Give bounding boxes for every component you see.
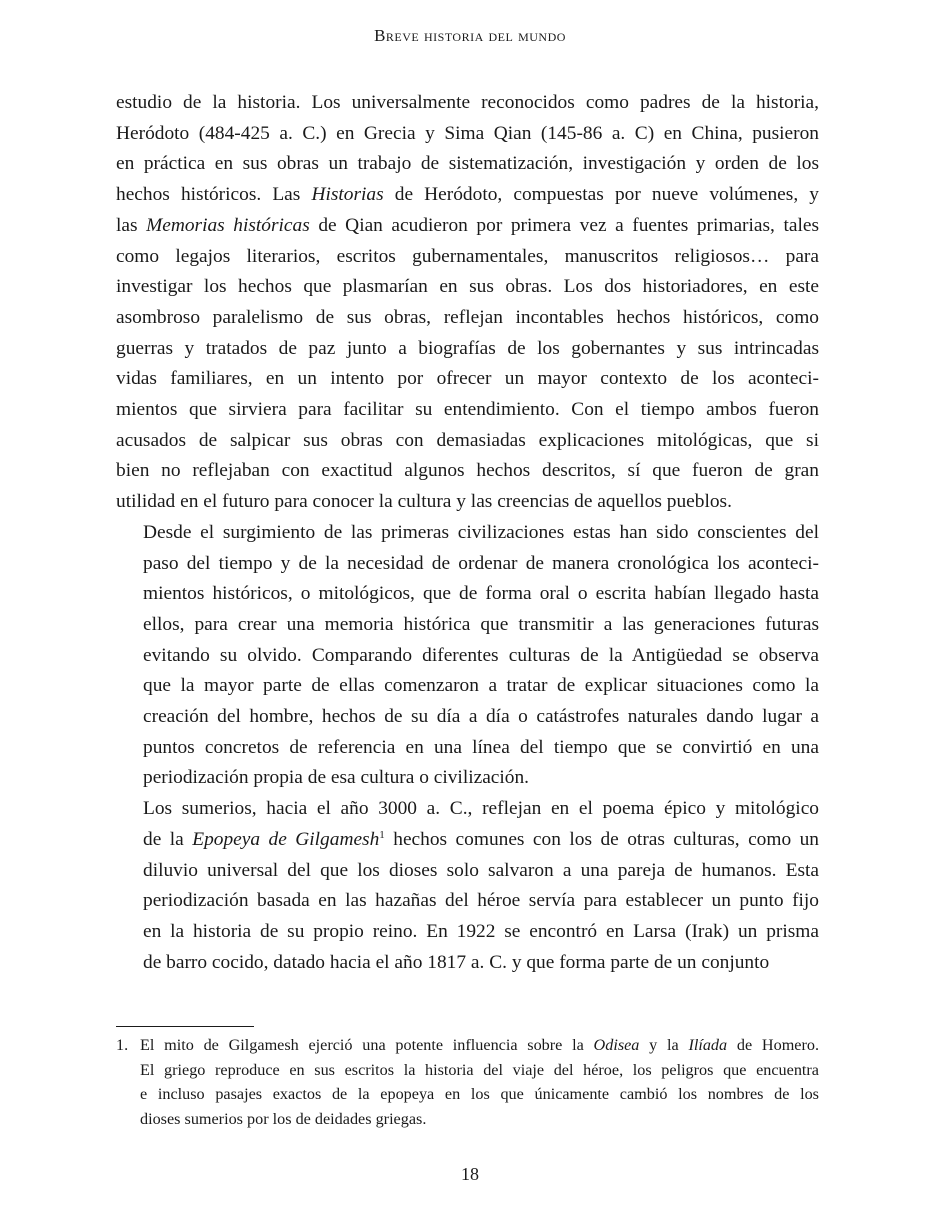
text-run: periodización propia de esa cultura o civilización. — [143, 767, 530, 789]
footnote-line — [140, 1107, 819, 1132]
paragraph — [116, 794, 819, 978]
text-line — [116, 518, 819, 549]
text-line — [116, 641, 819, 672]
text-run: evitando su olvido. Comparando diferentes culturas de la Antigüedad se observa — [143, 644, 819, 666]
text-run: que la mayor parte de ellas comenzaron a tratar de explicar situaciones como la — [143, 675, 819, 697]
text-line — [116, 702, 819, 733]
paragraph — [116, 88, 819, 518]
text-line — [116, 426, 819, 457]
text-line — [116, 487, 819, 518]
text-line — [116, 272, 819, 303]
footnote-line — [140, 1058, 819, 1083]
text-line — [116, 886, 819, 917]
text-line — [116, 456, 819, 487]
text-run: hechos comunes con los de otras culturas, como un — [384, 828, 819, 850]
text-run: las — [116, 214, 147, 236]
text-line — [116, 119, 819, 150]
text-run: guerras y tratados de paz junto a biografías de los gobernantes y sus intrincadas — [116, 337, 819, 359]
text-line — [116, 364, 819, 395]
text-run: mientos que sirviera para facilitar su entendimiento. Con el tiempo ambos fueron — [116, 399, 819, 421]
text-run: como legajos literarios, escritos gubernamentales, manuscritos religiosos… para — [116, 245, 819, 267]
text-line — [116, 180, 819, 211]
text-run: hechos históricos. Las — [116, 184, 312, 206]
footnote-line — [140, 1082, 819, 1107]
footnote-text — [140, 1033, 819, 1131]
text-run: creación del hombre, hechos de su día a día o catástrofes naturales dando lugar a — [143, 706, 819, 728]
italic-title: Epopeya de Gilgamesh — [192, 828, 380, 850]
text-run: periodización basada en las hazañas del héroe servía para establecer un punto fijo — [143, 890, 819, 912]
text-line — [116, 610, 819, 641]
text-line — [116, 211, 819, 242]
text-run: Desde el surgimiento de las primeras civilizaciones estas han sido conscientes del — [143, 521, 819, 543]
text-line — [116, 549, 819, 580]
text-line — [116, 242, 819, 273]
text-line — [116, 303, 819, 334]
footnote — [116, 1033, 819, 1131]
text-run: en la historia de su propio reino. En 1922 se encontró en Larsa (Irak) un prisma — [143, 920, 819, 942]
paragraph — [116, 518, 819, 794]
italic-title: Memorias históricas — [146, 214, 310, 236]
text-run: paso del tiempo y de la necesidad de ordenar de manera cronológica los aconteci- — [143, 552, 819, 574]
text-run: acusados de salpicar sus obras con demasiadas explicaciones mitológicas, que si — [116, 429, 819, 451]
text-run: vidas familiares, en un intento por ofrecer un mayor contexto de los aconteci- — [116, 368, 819, 390]
text-line — [116, 579, 819, 610]
text-run: de Homero. — [727, 1036, 820, 1054]
footnote-line — [140, 1033, 819, 1058]
text-run: de la — [143, 828, 193, 850]
italic-title: Historias — [311, 184, 384, 206]
footnote-number: 1. — [116, 1036, 129, 1054]
running-head: Breve historia del mundo — [374, 26, 566, 45]
text-run: ellos, para crear una memoria histórica que transmitir a las generaciones futuras — [143, 613, 819, 635]
text-run: El mito de Gilgamesh ejerció una potente influencia sobre la — [140, 1036, 594, 1054]
text-line — [116, 395, 819, 426]
footnote-separator — [116, 1026, 254, 1027]
text-run: de Qian acudieron por primera vez a fuentes primarias, tales — [309, 214, 819, 236]
text-line — [116, 149, 819, 180]
text-run: puntos concretos de referencia en una línea del tiempo que se convirtió en una — [143, 736, 819, 758]
text-line — [116, 334, 819, 365]
text-run: e incluso pasajes exactos de la epopeya en los que únicamente cambió los nombres de los — [140, 1085, 819, 1103]
italic-title: Odisea — [593, 1036, 640, 1054]
italic-title: Ilíada — [688, 1036, 728, 1054]
body-text — [116, 88, 819, 978]
text-run: estudio de la historia. Los universalmente reconocidos como padres de la historia, — [116, 92, 819, 113]
page-number: 18 — [461, 1164, 479, 1184]
text-line — [116, 671, 819, 702]
text-line — [116, 917, 819, 948]
text-line — [116, 733, 819, 764]
footnotes — [116, 1033, 819, 1131]
text-run: de Heródoto, compuestas por nueve volúmenes, y — [383, 184, 819, 206]
text-line — [116, 948, 819, 979]
text-run: y la — [639, 1036, 689, 1054]
text-run: en práctica en sus obras un trabajo de sistematización, investigación y orden de los — [116, 153, 819, 175]
text-line — [116, 794, 819, 825]
text-run: diluvio universal del que los dioses solo salvaron a una pareja de humanos. Esta — [143, 859, 819, 881]
text-line — [116, 88, 819, 119]
text-run: utilidad en el futuro para conocer la cultura y las creencias de aquellos pueblos. — [116, 491, 732, 513]
text-run: El griego reproduce en sus escritos la historia del viaje del héroe, los peligros que encuentra — [140, 1060, 819, 1079]
text-run: Los sumerios, hacia el año 3000 a. C., reflejan en el poema épico y mitológico — [143, 798, 819, 820]
text-run: asombroso paralelismo de sus obras, reflejan incontables hechos históricos, como — [116, 306, 819, 328]
footnote-ref: 1 — [379, 828, 385, 841]
text-run: Heródoto (484-425 a. C.) en Grecia y Sima Qian (145-86 a. C) en China, pusieron — [116, 122, 819, 144]
text-run: bien no reflejaban con exactitud algunos hechos descritos, sí que fueron de gran — [116, 460, 819, 482]
text-run: investigar los hechos que plasmarían en sus obras. Los dos historiadores, en este — [116, 276, 819, 298]
text-line — [116, 856, 819, 887]
text-line — [116, 763, 819, 794]
text-run: de barro cocido, datado hacia el año 1817 a. C. y que forma parte de un conjunto — [143, 951, 770, 973]
text-run: mientos históricos, o mitológicos, que de forma oral o escrita habían llegado hasta — [143, 583, 819, 605]
text-run: dioses sumerios por los de deidades griegas. — [140, 1109, 427, 1128]
text-line — [116, 825, 819, 856]
